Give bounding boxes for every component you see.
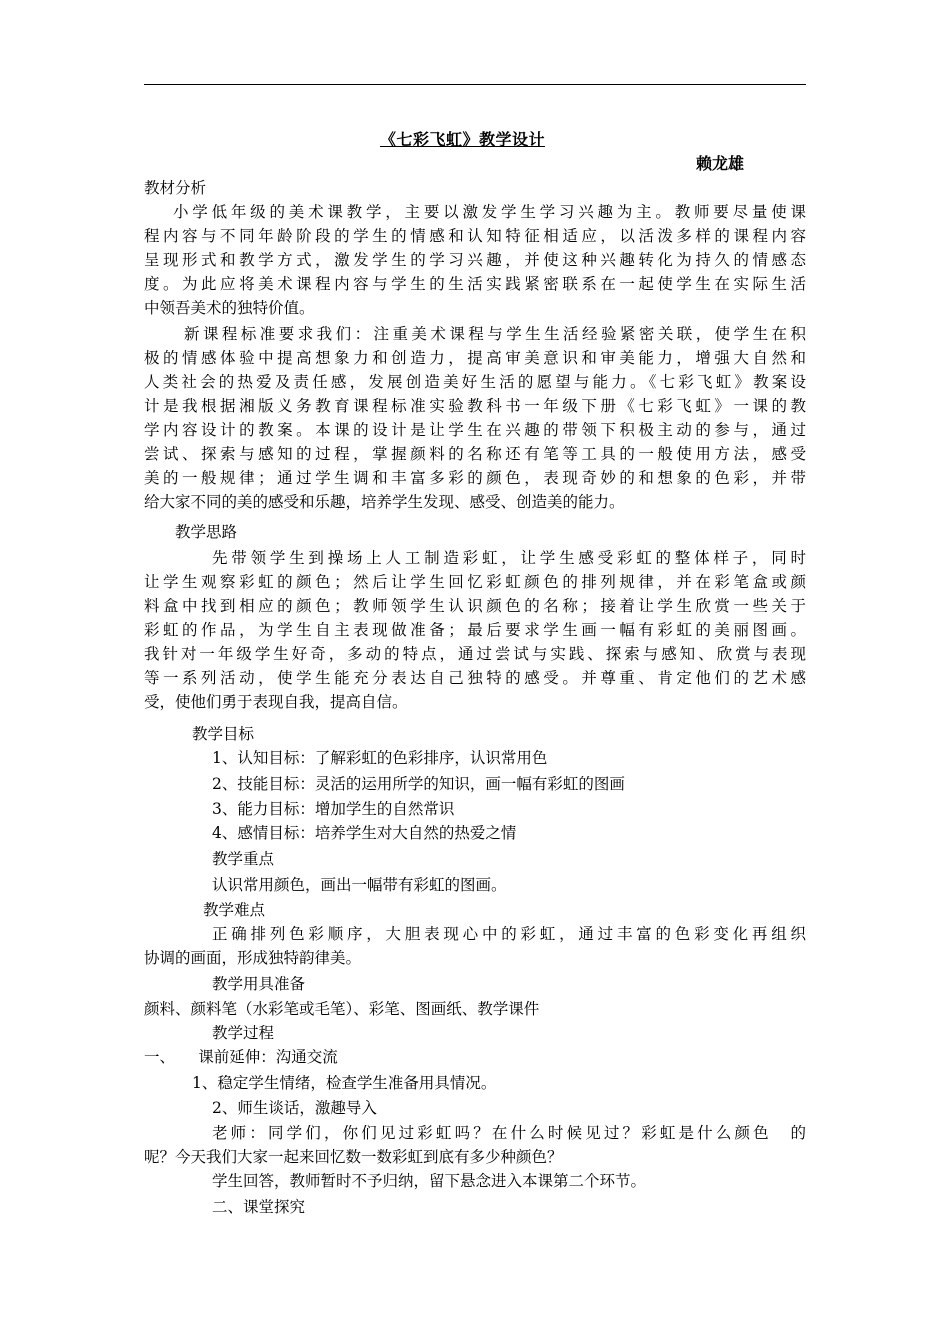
author-name: 赖龙雄 [696, 154, 745, 173]
paragraph-line: 我针对一年级学生好奇，多动的特点，通过尝试与实践、探索与感知、欣赏与表现 [144, 645, 806, 663]
paragraph-line: 呈现形式和教学方式，激发学生的学习兴趣，并使这种兴趣转化为持久的情感态 [144, 251, 806, 269]
paragraph-line: 料盒中找到相应的颜色；教师领学生认识颜色的名称；接着让学生欣赏一些关于 [144, 597, 806, 615]
paragraph-line: 人类社会的热爱及责任感，发展创造美好生活的愿望与能力。《七彩飞虹》教案设 [144, 373, 806, 391]
heading-textbook-analysis: 教材分析 [144, 179, 207, 197]
heading-difficulties: 教学难点 [203, 901, 266, 919]
goal-item: 4、感情目标：培养学生对大自然的热爱之情 [212, 824, 517, 842]
heading-teaching-goals: 教学目标 [192, 725, 255, 743]
heading-process: 教学过程 [212, 1024, 275, 1042]
paragraph-line: 等一系列活动，使学生能充分表达自己独特的感受。并尊重、肯定他们的艺术感 [144, 669, 806, 687]
paragraph-line: 彩虹的作品，为学生自主表现做准备；最后要求学生画一幅有彩虹的美丽图画。 [144, 621, 806, 639]
paragraph-line: 呢？今天我们大家一起来回忆数一数彩虹到底有多少种颜色？ [144, 1148, 563, 1166]
paragraph-line: 程内容与不同年龄阶段的学生的情感和认知特征相适应，以活泼多样的课程内容 [144, 227, 806, 245]
heading-teaching-approach: 教学思路 [175, 523, 238, 541]
header-rule [144, 84, 806, 85]
paragraph-line: 美的一般规律；通过学生调和丰富多彩的颜色，表现奇妙的和想象的色彩，并带 [144, 469, 806, 487]
goal-item: 3、能力目标：增加学生的自然常识 [212, 800, 455, 818]
process-step: 2、师生谈话，激趣导入 [212, 1099, 377, 1117]
paragraph-line: 小学低年级的美术课教学，主要以激发学生学习兴趣为主。教师要尽量使课 [173, 203, 806, 221]
process-step: 1、稳定学生情绪，检查学生准备用具情况。 [192, 1074, 497, 1092]
paragraph-line: 先带领学生到操场上人工制造彩虹，让学生感受彩虹的整体样子，同时 [212, 549, 806, 567]
paragraph-line: 尝试、探索与感知的过程，掌握颜料的名称还有笔等工具的一般使用方法，感受 [144, 445, 806, 463]
process-section-1: 一、 课前延伸：沟通交流 [144, 1048, 338, 1066]
materials-text: 颜料、颜料笔（水彩笔或毛笔）、彩笔、图画纸、教学课件 [144, 1000, 540, 1018]
paragraph-line: 受，使他们勇于表现自我，提高自信。 [144, 693, 408, 711]
heading-key-points: 教学重点 [212, 850, 275, 868]
paragraph-line: 新课程标准要求我们：注重美术课程与学生生活经验紧密关联，使学生在积 [184, 325, 806, 343]
key-points-text: 认识常用颜色，画出一幅带有彩虹的图画。 [212, 876, 507, 894]
paragraph-line: 让学生观察彩虹的颜色；然后让学生回忆彩虹颜色的排列规律，并在彩笔盒或颜 [144, 573, 806, 591]
paragraph-line: 中领吾美术的独特价值。 [144, 299, 315, 317]
paragraph-line: 学内容设计的教案。本课的设计是让学生在兴趣的带领下积极主动的参与，通过 [144, 421, 806, 439]
paragraph-line: 计是我根据湘版义务教育课程标准实验教科书一年级下册《七彩飞虹》一课的教 [144, 397, 806, 415]
paragraph-line: 老师：同学们，你们见过彩虹吗？在什么时候见过？彩虹是什么颜色 的 [212, 1124, 806, 1142]
document-title: 《七彩飞虹》教学设计 [380, 130, 546, 149]
paragraph-line: 给大家不同的美的感受和乐趣，培养学生发现、感受、创造美的能力。 [144, 493, 625, 511]
heading-materials: 教学用具准备 [212, 975, 306, 993]
paragraph-line: 正确排列色彩顺序，大胆表现心中的彩虹，通过丰富的色彩变化再组织 [212, 925, 806, 943]
process-section-2: 二、课堂探究 [212, 1198, 306, 1216]
goal-item: 2、技能目标：灵活的运用所学的知识，画一幅有彩虹的图画 [212, 775, 625, 793]
paragraph-line: 度。为此应将美术课程内容与学生的生活实践紧密联系在一起使学生在实际生活 [144, 275, 806, 293]
paragraph-line: 极的情感体验中提高想象力和创造力，提高审美意识和审美能力，增强大自然和 [144, 349, 806, 367]
paragraph-line: 学生回答，教师暂时不予归纳，留下悬念进入本课第二个环节。 [212, 1172, 647, 1190]
paragraph-line: 协调的画面，形成独特韵律美。 [144, 949, 362, 967]
goal-item: 1、认知目标：了解彩虹的色彩排序，认识常用色 [212, 749, 548, 767]
